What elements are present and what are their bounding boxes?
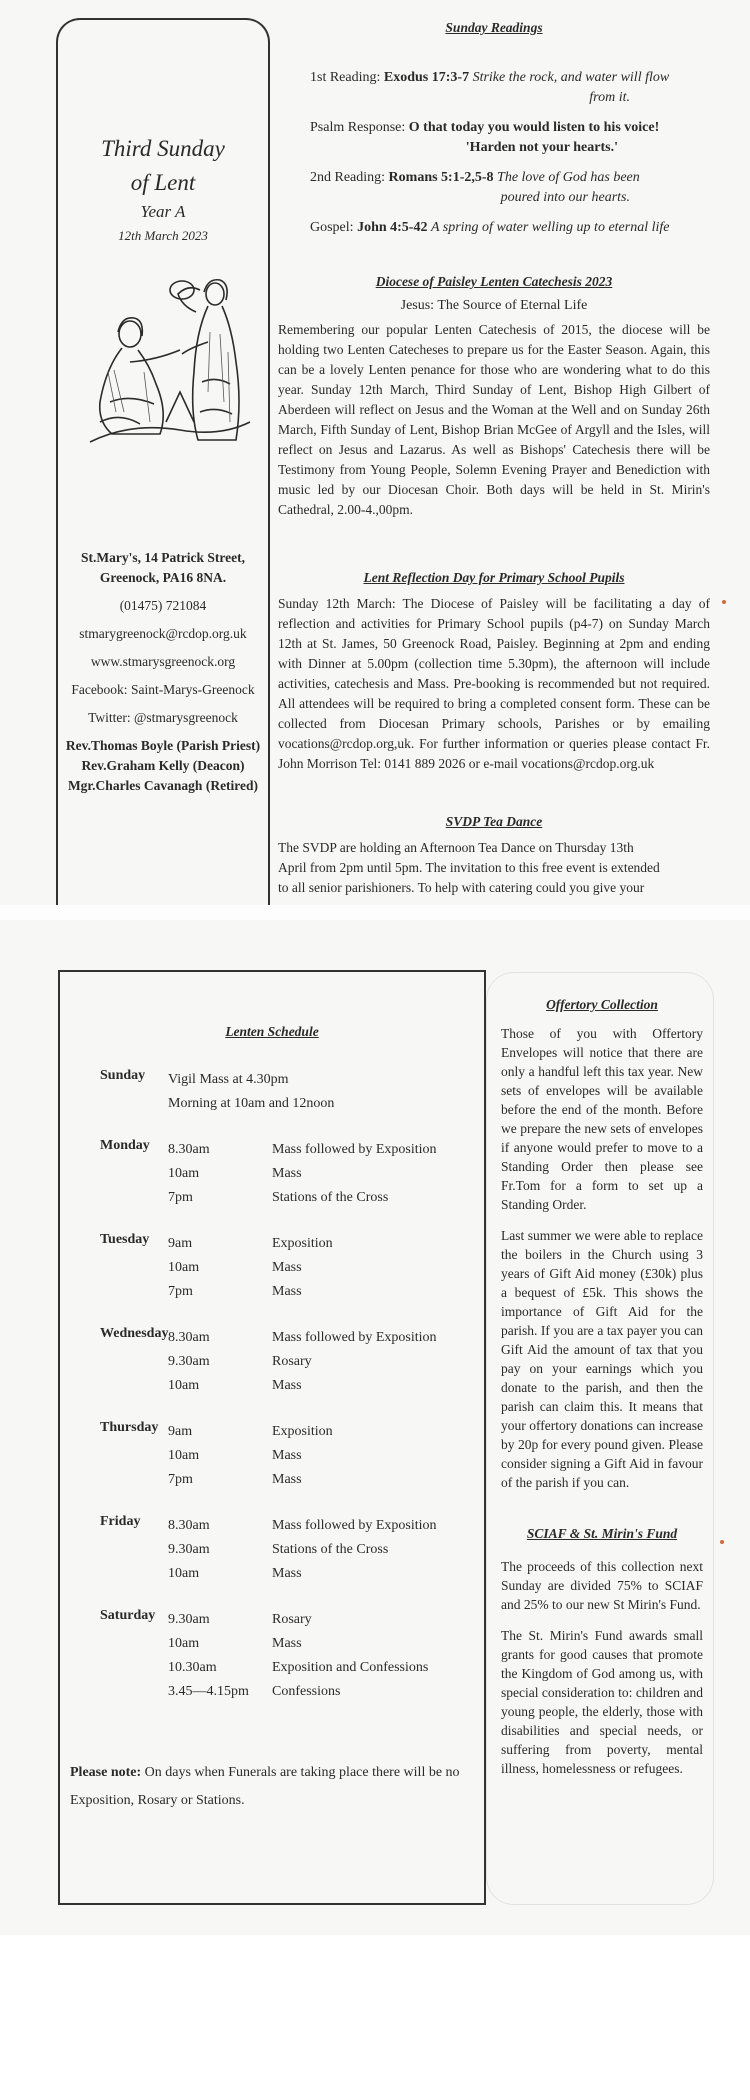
lenten-schedule-heading: Lenten Schedule — [225, 1024, 319, 1039]
schedule-day-name: Wednesday — [100, 1326, 169, 1341]
slot-event: Stations of the Cross — [272, 1190, 389, 1205]
slot-time: 10am — [168, 1636, 200, 1651]
clergy-parish-priest: Rev.Thomas Boyle (Parish Priest) — [65, 738, 261, 753]
parish-website[interactable]: www.stmarysgreenock.org — [90, 654, 236, 669]
slot-event: Rosary — [272, 1354, 312, 1369]
parish-address: St.Mary's, 14 Patrick Street, Greenock, PA16 8NA. — [81, 550, 245, 585]
schedule-day-name: Sunday — [100, 1068, 146, 1083]
cover-card — [56, 18, 270, 920]
slot-event: Mass — [272, 1636, 302, 1651]
schedule-day-name: Tuesday — [100, 1232, 150, 1247]
schedule-slot — [100, 1068, 484, 1092]
second-reading: 2nd Reading: Romans 5:1-2,5-8 The love of God has been poured into our hearts. — [310, 170, 640, 205]
schedule-day — [100, 1608, 484, 1704]
slot-time: 9.30am — [168, 1354, 210, 1369]
slot-event: Mass — [272, 1378, 302, 1393]
clergy-retired: Mgr.Charles Cavanagh (Retired) — [67, 778, 259, 793]
cover-title: Third Sunday of Lent — [101, 136, 225, 195]
slot-time: 10.30am — [168, 1660, 217, 1675]
slot-time: 10am — [168, 1448, 200, 1463]
front-right-column — [278, 18, 710, 898]
slot-event — [334, 1092, 484, 1116]
slot-time: 9.30am — [168, 1612, 210, 1627]
slot-time: 7pm — [168, 1472, 193, 1487]
schedule-slot — [100, 1374, 484, 1398]
slot-time: 8.30am — [168, 1518, 210, 1533]
liturgical-year: Year A — [140, 202, 186, 221]
schedule-slot — [100, 1162, 484, 1186]
parish-phone: (01475) 721084 — [119, 598, 207, 613]
slot-event: Exposition — [272, 1236, 333, 1251]
sunday-readings — [278, 68, 710, 238]
offertory-para-2: Last summer we were able to replace the boilers in the Church using 3 years of Gift Aid money (£30k) plus a bequest of £5k. This shows the importance of Gift Aid for the parish. If you are a tax payer you can Gift Aid the amount of tax that you pay on your earnings which you donate to the parish, and then the parish can claim this. It means that your offertory donations can increase by 20p for every pound given. Please consider signing a Gift Aid in favour of the parish if you can. — [501, 1228, 703, 1490]
schedule-note: Please note: On days when Funerals are taking place there will be no Exposition, Rosary or Stations. — [70, 1765, 460, 1808]
slot-time: Morning at 10am and 12noon — [168, 1096, 335, 1111]
schedule-slot — [100, 1632, 484, 1656]
slot-time: 7pm — [168, 1284, 193, 1299]
clergy-deacon: Rev.Graham Kelly (Deacon) — [81, 758, 245, 773]
slot-time: 9am — [168, 1424, 193, 1439]
parish-facebook: Facebook: Saint-Marys-Greenock — [71, 682, 255, 697]
slot-event: Stations of the Cross — [272, 1542, 389, 1557]
psalm-response: Psalm Response: O that today you would listen to his voice! 'Harden not your hearts.' — [310, 120, 660, 155]
schedule-days — [60, 1068, 484, 1704]
slot-event: Mass — [272, 1566, 302, 1581]
sciaf-para-1: The proceeds of this collection next Sunday are divided 75% to SCIAF and 25% to our new St Mirin's Fund. — [501, 1559, 703, 1612]
catechesis-subheading: Jesus: The Source of Eternal Life — [400, 298, 588, 313]
bulletin-page-front — [0, 0, 750, 920]
slot-time: 8.30am — [168, 1142, 210, 1157]
parish-twitter: Twitter: @stmarysgreenock — [88, 710, 238, 725]
schedule-day-name: Thursday — [100, 1420, 159, 1435]
slot-event — [289, 1068, 485, 1092]
ink-mark — [722, 600, 726, 604]
schedule-day-name: Monday — [100, 1138, 150, 1153]
schedule-day — [100, 1514, 484, 1586]
offertory-heading: Offertory Collection — [546, 997, 658, 1012]
slot-time: 10am — [168, 1378, 200, 1393]
slot-time: 10am — [168, 1566, 200, 1581]
slot-time: 9.30am — [168, 1542, 210, 1557]
schedule-slot — [100, 1468, 484, 1492]
slot-time: 3.45—4.15pm — [168, 1684, 249, 1699]
slot-event: Mass — [272, 1166, 302, 1181]
svdp-body: The SVDP are holding an Afternoon Tea Dance on Thursday 13th April from 2pm until 5pm. The invitation to this free event is extended to all senior parishioners. To help with catering could you give your — [278, 840, 660, 895]
schedule-day — [100, 1068, 484, 1116]
parish-email[interactable]: stmarygreenock@rcdop.org.uk — [79, 626, 247, 641]
schedule-day-name: Saturday — [100, 1608, 156, 1623]
schedule-slot — [100, 1514, 484, 1538]
reflection-day-body: Sunday 12th March: The Diocese of Paisley will be facilitating a day of reflection and activities for Primary School pupils (p4-7) on Sunday March 12th at St. James, 50 Greenock Road, Paisley. Beginning at 2pm and ending with Dinner at 5.00pm (collection time 5.30pm), the afternoon will include activities, catechesis and Mass. Pre-booking is recommended but not required. All attendees will be required to bring a completed consent form. These can be collected from Diocesan Primary schools, Parishes or by emailing vocations@rcdop.org,uk. For further information or queries please contact Fr. John Morrison Tel: 0141 889 2026 or e-mail vocations@rcdop.org.uk — [278, 596, 710, 771]
slot-event: Mass — [272, 1472, 302, 1487]
schedule-slot — [100, 1350, 484, 1374]
schedule-slot — [100, 1186, 484, 1210]
schedule-day-name: Friday — [100, 1514, 141, 1529]
schedule-slot — [100, 1562, 484, 1586]
svdp-heading: SVDP Tea Dance — [445, 814, 543, 829]
slot-event: Mass — [272, 1260, 302, 1275]
schedule-slot — [100, 1444, 484, 1468]
slot-event: Mass followed by Exposition — [272, 1518, 437, 1533]
schedule-slot — [100, 1680, 484, 1704]
schedule-slot — [100, 1538, 484, 1562]
schedule-slot — [100, 1280, 484, 1304]
inside-right-column — [486, 972, 714, 1905]
schedule-day — [100, 1420, 484, 1492]
bulletin-date: 12th March 2023 — [118, 228, 208, 243]
schedule-day — [100, 1326, 484, 1398]
schedule-day — [100, 1138, 484, 1210]
slot-time: Vigil Mass at 4.30pm — [168, 1072, 289, 1087]
offertory-para-1: Those of you with Offertory Envelopes will notice that there are only a handful left this tax year. New sets of envelopes will be available before the end of the month. Before we prepare the new sets of envelopes if anyone would prefer to move to a Standing Order then please see Fr.Tom for a form to set up a Standing Order. — [501, 1026, 703, 1212]
schedule-slot — [100, 1138, 484, 1162]
sciaf-heading: SCIAF & St. Mirin's Fund — [526, 1526, 678, 1541]
schedule-day — [100, 1232, 484, 1304]
ink-mark — [720, 1540, 724, 1544]
slot-time: 10am — [168, 1166, 200, 1181]
slot-event: Exposition and Confessions — [272, 1660, 429, 1675]
first-reading: 1st Reading: Exodus 17:3-7 Strike the rock, and water will flow from it. — [310, 70, 670, 105]
slot-event: Exposition — [272, 1424, 333, 1439]
schedule-slot — [100, 1256, 484, 1280]
slot-event: Confessions — [272, 1684, 341, 1699]
schedule-slot — [100, 1092, 484, 1116]
clergy-list — [64, 736, 262, 796]
gospel-reading: Gospel: John 4:5-42 A spring of water welling up to eternal life — [310, 220, 670, 235]
catechesis-body: Remembering our popular Lenten Catechesis of 2015, the diocese will be holding two Lenten Catecheses to prepare us for the Easter Season. Again, this can be a lovely Lenten penance for those who are wondering what to do this year. Sunday 12th March, Third Sunday of Lent, Bishop High Gilbert of Aberdeen will reflect on Jesus and the Woman at the Well and on Sunday 26th March, Fifth Sunday of Lent, Bishop Brian McGee of Argyll and the Isles, will reflect on Jesus and Lazarus. As well as Bishops' Catechesis there will be Testimony from Young People, Solemn Evening Prayer and Benediction with music led by our Diocesan Choir. Both days will be held in St. Mirin's Cathedral, 2.00-4.,00pm. — [278, 322, 710, 517]
slot-time: 10am — [168, 1260, 200, 1275]
woman-at-the-well-illustration — [70, 272, 256, 450]
slot-event: Mass followed by Exposition — [272, 1330, 437, 1345]
slot-time: 8.30am — [168, 1330, 210, 1345]
slot-event: Mass — [272, 1448, 302, 1463]
slot-event: Rosary — [272, 1612, 312, 1627]
lenten-schedule-box — [58, 970, 486, 1905]
schedule-slot — [100, 1232, 484, 1256]
sciaf-para-2: The St. Mirin's Fund awards small grants for good causes that promote the Kingdom of God among us, with special consideration to: children and young people, the elderly, those with disabilities and special needs, or suffering from poverty, mental illness, homelessness or refugees. — [501, 1628, 703, 1776]
slot-event: Mass — [272, 1284, 302, 1299]
schedule-slot — [100, 1656, 484, 1680]
reflection-day-heading: Lent Reflection Day for Primary School Pupils — [363, 570, 625, 585]
catechesis-heading: Diocese of Paisley Lenten Catechesis 2023 — [375, 274, 613, 289]
schedule-slot — [100, 1608, 484, 1632]
slot-time: 9am — [168, 1236, 193, 1251]
slot-event: Mass followed by Exposition — [272, 1142, 437, 1157]
sunday-readings-heading: Sunday Readings — [445, 20, 543, 35]
slot-time: 7pm — [168, 1190, 193, 1205]
